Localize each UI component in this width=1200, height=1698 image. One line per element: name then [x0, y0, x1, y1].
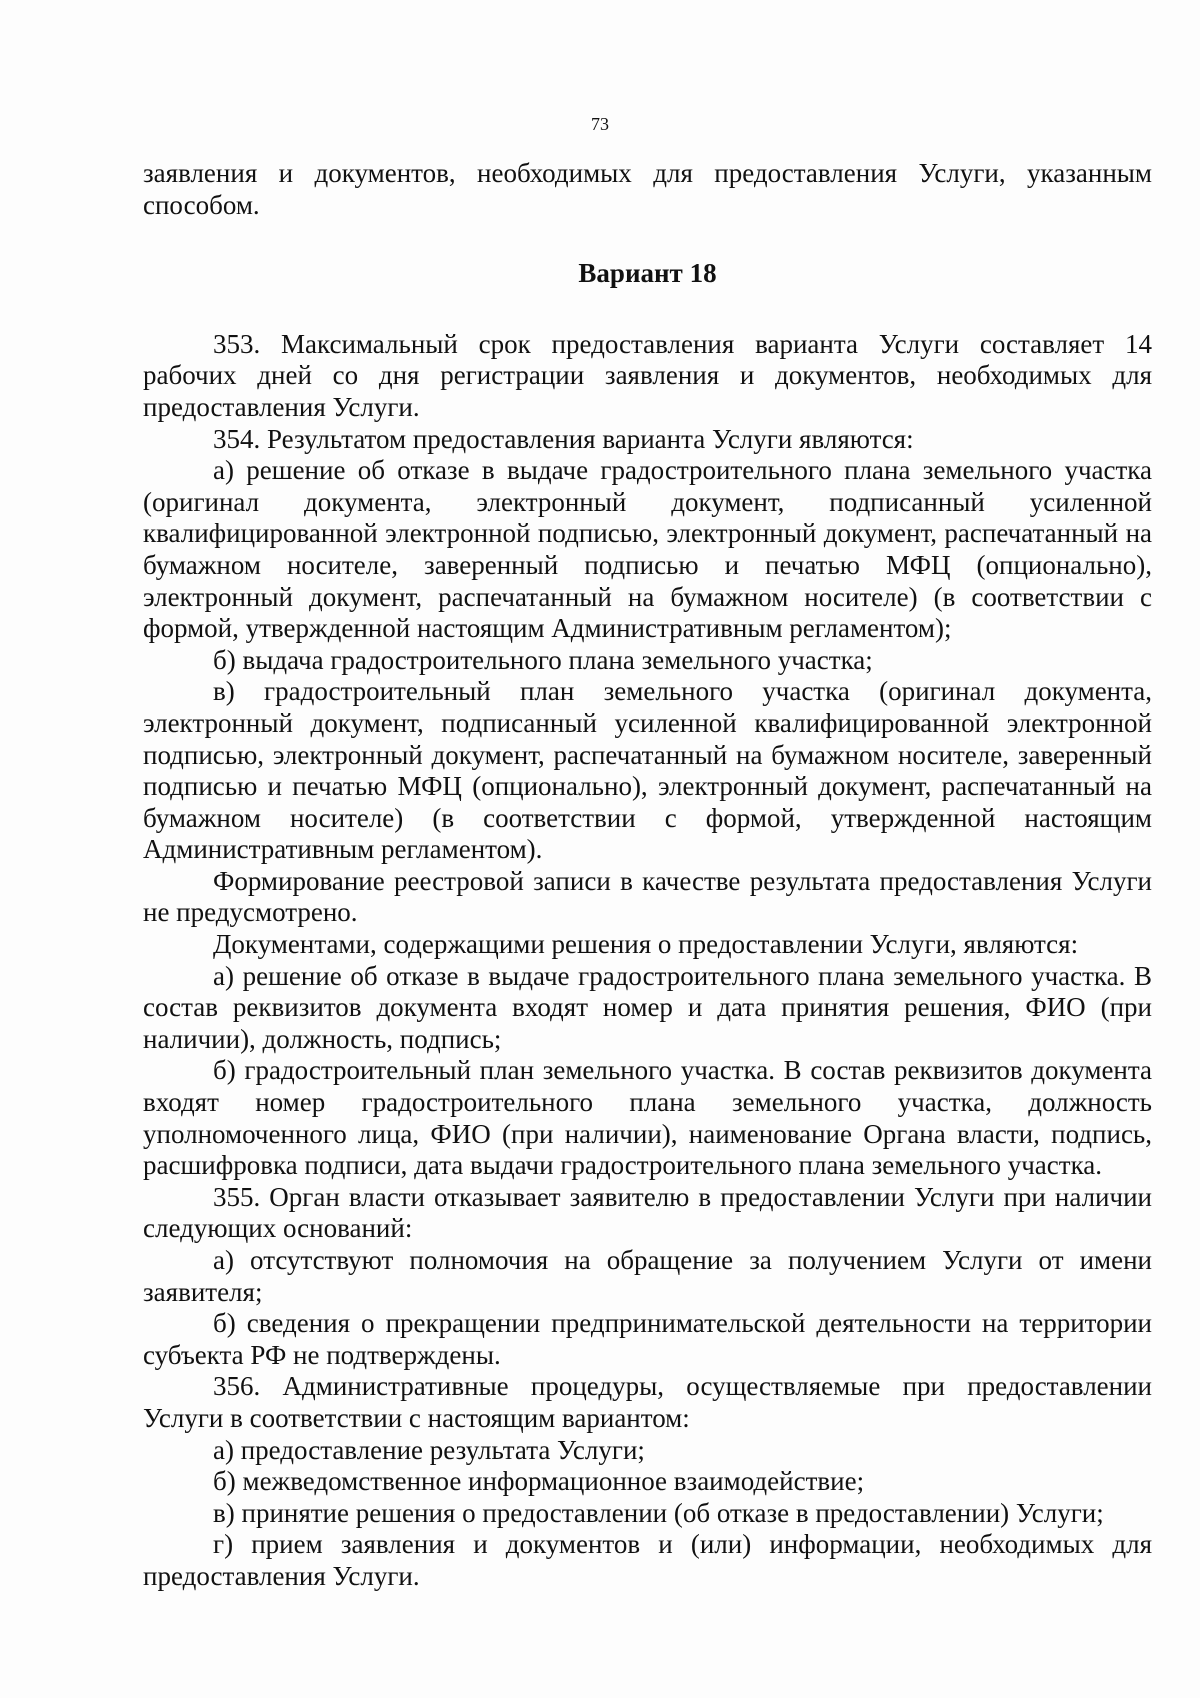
paragraph-355-b: б) сведения о прекращении предпринимательской деятельности на территории субъекта РФ не подтверждены. — [143, 1308, 1152, 1370]
paragraph-decision-b: б) градостроительный план земельного участка. В состав реквизитов документа входят номер градостроительного плана земельного участка, должность уполномоченного лица, ФИО (при наличии), наименование Органа власти, подпись, расшифровка подписи, дата выдачи градостроительного плана земельного участка. — [143, 1055, 1152, 1181]
paragraph-356-v: в) принятие решения о предоставлении (об отказе в предоставлении) Услуги; — [213, 1497, 1104, 1528]
paragraph-356-a: а) предоставление результата Услуги; — [213, 1434, 645, 1465]
paragraph-registry-record: Формирование реестровой записи в качестве результата предоставления Услуги не предусмотрено. — [143, 865, 1152, 928]
paragraph-decision-documents: Документами, содержащими решения о предоставлении Услуги, являются: — [213, 929, 1079, 960]
document-body — [143, 158, 1152, 1593]
paragraph-356-g: г) прием заявления и документов и (или) информации, необходимых для предоставления Услуги. — [143, 1529, 1152, 1591]
paragraph-355: 355. Орган власти отказывает заявителю в предоставлении Услуги при наличии следующих оснований: — [143, 1181, 1152, 1244]
paragraph-354: 354. Результатом предоставления варианта Услуги являются: — [213, 423, 914, 454]
paragraph-decision-a: а) решение об отказе в выдаче градостроительного плана земельного участка. В состав реквизитов документа входят номер и дата принятия решения, ФИО (при наличии), должность, подпись; — [143, 960, 1152, 1054]
paragraph-356-b: б) межведомственное информационное взаимодействие; — [213, 1466, 865, 1497]
section-title: Вариант 18 — [578, 258, 717, 289]
paragraph-354-b: б) выдача градостроительного плана земельного участка; — [213, 644, 873, 675]
lead-paragraph: заявления и документов, необходимых для предоставления Услуги, указанным способом. — [143, 158, 1152, 220]
paragraph-355-a: а) отсутствуют полномочия на обращение за получением Услуги от имени заявителя; — [143, 1245, 1152, 1307]
paragraph-353: 353. Максимальный срок предоставления варианта Услуги составляет 14 рабочих дней со дня регистрации заявления и документов, необходимых для предоставления Услуги. — [143, 328, 1152, 422]
paragraph-354-v: в) градостроительный план земельного участка (оригинал документа, электронный документ, подписанный усиленной квалифицированной электронной подписью, электронный документ, распечатанный на бумажном носителе, заверенный подписью и печатью МФЦ (опционально), электронный документ, распечатанный на бумажном носителе) (в соответствии с формой, утвержденной настоящим Административным регламентом). — [143, 676, 1152, 865]
paragraph-354-a: а) решение об отказе в выдаче градостроительного плана земельного участка (оригинал документа, электронный документ, подписанный усиленной квалифицированной электронной подписью, электронный документ, распечатанный на бумажном носителе, заверенный подписью и печатью МФЦ (опционально), электронный документ, распечатанный на бумажном носителе) (в соответствии с формой, утвержденной настоящим Административным регламентом); — [143, 455, 1152, 644]
paragraph-356: 356. Административные процедуры, осуществляемые при предоставлении Услуги в соответствии с настоящим вариантом: — [143, 1371, 1152, 1433]
page-number: 73 — [591, 114, 609, 134]
